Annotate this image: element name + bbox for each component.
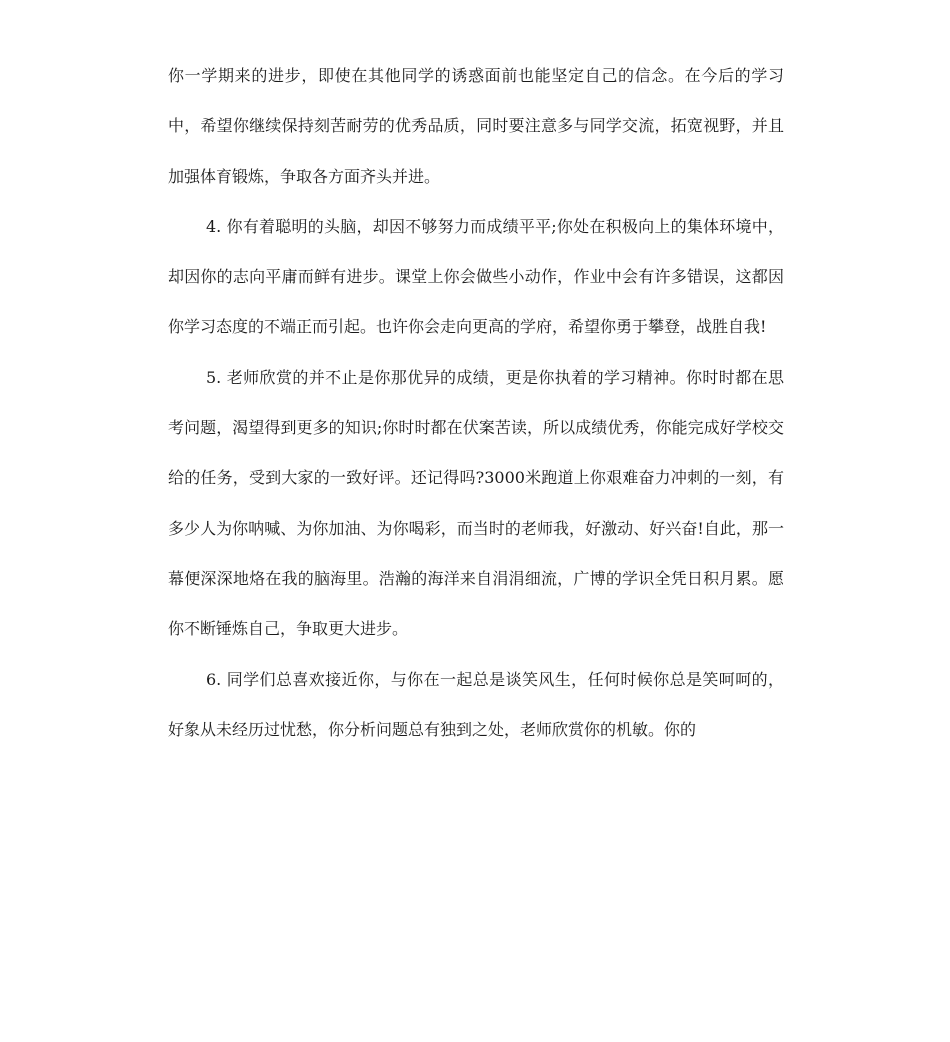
- paragraph-continuation: 你一学期来的进步，即使在其他同学的诱惑面前也能坚定自己的信念。在今后的学习中，希望你继续保持刻苦耐劳的优秀品质，同时要注意多与同学交流，拓宽视野，并且加强体育锻炼，争取各方面齐头并进。: [168, 66, 784, 186]
- paragraph-item-4: 4. 你有着聪明的头脑，却因不够努力而成绩平平;你处在积极向上的集体环境中，却因你的志向平庸而鲜有进步。课堂上你会做些小动作，作业中会有许多错误，这都因你学习态度的不端正而引起。也许你会走向更高的学府，希望你勇于攀登，战胜自我!: [168, 216, 784, 337]
- paragraph-item-5: 5. 老师欣赏的并不止是你那优异的成绩，更是你执着的学习精神。你时时都在思考问题，渴望得到更多的知识;你时时都在伏案苦读，所以成绩优秀，你能完成好学校交给的任务，受到大家的一致好评。还记得吗?3000米跑道上你艰难奋力冲刺的一刻，有多少人为你呐喊、为你加油、为你喝彩，而当时的老师我，好激动、好兴奋!自此，那一幕便深深地烙在我的脑海里。浩瀚的海洋来自涓涓细流，广博的学识全凭日积月累。愿你不断锤炼自己，争取更大进步。: [168, 367, 784, 639]
- paragraph-item-6: 6. 同学们总喜欢接近你，与你在一起总是谈笑风生，任何时候你总是笑呵呵的，好象从未经历过忧愁，你分析问题总有独到之处，老师欣赏你的机敏。你的: [168, 669, 784, 739]
- document-body: [168, 51, 784, 755]
